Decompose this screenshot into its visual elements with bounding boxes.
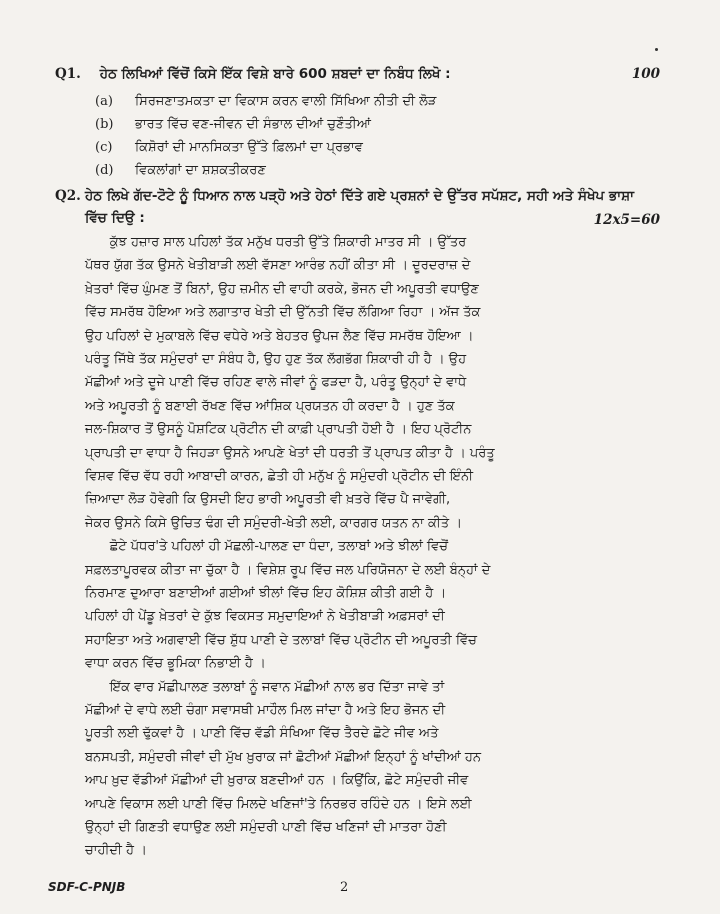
passage-line: ਪ੍ਰਾਪਤੀ ਦਾ ਵਾਧਾ ਹੈ ਜਿਹੜਾ ਉਸਨੇ ਆਪਣੇ ਖੇਤਾਂ ਦੀ ਧਰਤੀ ਤੋਂ ਪ੍ਰਾਪਤ ਕੀਤਾ ਹੈ । ਪਰੰਤੂ — [85, 445, 495, 461]
passage-line: ਮੱਛੀਆਂ ਦੇ ਵਾਧੇ ਲਈ ਚੰਗਾ ਸਵਾਸਥੀ ਮਾਹੌਲ ਮਿਲ ਜਾਂਦਾ ਹੈ ਅਤੇ ਇਹ ਭੋਜਨ ਦੀ — [85, 703, 446, 718]
passage-line: ਆਪ ਖ਼ੁਦ ਵੱਡੀਆਂ ਮੱਛੀਆਂ ਦੀ ਖ਼ੁਰਾਕ ਬਣਦੀਆਂ ਹਨ । ਕਿਉਂਕਿ, ਛੋਟੇ ਸਮੁੰਦਰੀ ਜੀਵ — [85, 773, 469, 789]
passage-line: ਮੱਛੀਆਂ ਅਤੇ ਦੂਜੇ ਪਾਣੀ ਵਿੱਚ ਰਹਿਣ ਵਾਲੇ ਜੀਵਾਂ ਨੂੰ ਫੜਦਾ ਹੈ, ਪਰੰਤੂ ਉਨ੍ਹਾਂ ਦੇ ਵਾਧੇ — [85, 375, 467, 391]
option-letter: (c) — [95, 140, 113, 155]
option-text: ਕਿਸ਼ੋਰਾਂ ਦੀ ਮਾਨਸਿਕਤਾ ਉੱਤੇ ਫ਼ਿਲਮਾਂ ਦਾ ਪ੍ਰਭਾਵ — [135, 140, 363, 155]
passage-line: ਨਿਰਮਾਣ ਦੁਆਰਾ ਬਣਾਈਆਂ ਗਈਆਂ ਝੀਲਾਂ ਵਿੱਚ ਇਹ ਕੋਸ਼ਿਸ਼ ਕੀਤੀ ਗਈ ਹੈ । — [85, 586, 447, 601]
option-letter: (a) — [95, 94, 113, 109]
q1-heading — [55, 66, 451, 82]
ink-dot — [655, 48, 658, 51]
option-text: ਵਿਕਲਾਂਗਾਂ ਦਾ ਸ਼ਸ਼ਕਤੀਕਰਣ — [135, 163, 266, 178]
passage-line: ਪੂਰਤੀ ਲਈ ਢੁੱਕਵਾਂ ਹੈ । ਪਾਣੀ ਵਿੱਚ ਵੱਡੀ ਸੰਖਿਆ ਵਿੱਚ ਤੈਰਦੇ ਛੋਟੇ ਜੀਵ ਅਤੇ — [85, 726, 439, 742]
passage-line: ਬਨਸਪਤੀ, ਸਮੁੰਦਰੀ ਜੀਵਾਂ ਦੀ ਮੁੱਖ ਖ਼ੁਰਾਕ ਜਾਂ ਛੋਟੀਆਂ ਮੱਛੀਆਂ ਇਨ੍ਹਾਂ ਨੂੰ ਖਾਂਦੀਆਂ ਹਨ — [85, 749, 482, 765]
q1-option-d — [95, 163, 266, 178]
passage-line: ਇੱਕ ਵਾਰ ਮੱਛੀਪਾਲਣ ਤਲਾਬਾਂ ਨੂੰ ਜਵਾਨ ਮੱਛੀਆਂ ਨਾਲ ਭਰ ਦਿੱਤਾ ਜਾਵੇ ਤਾਂ — [85, 679, 445, 695]
passage-line: ਚਾਹੀਦੀ ਹੈ । — [85, 843, 147, 859]
option-text: ਸਿਰਜਣਾਤਮਕਤਾ ਦਾ ਵਿਕਾਸ ਕਰਨ ਵਾਲੀ ਸਿੱਖਿਆ ਨੀਤੀ ਦੀ ਲੋੜ — [135, 94, 437, 109]
q2-marks: 12x5=60 — [593, 212, 660, 228]
passage-line: ਉਹ ਪਹਿਲਾਂ ਦੇ ਮੁਕਾਬਲੇ ਵਿੱਚ ਵਧੇਰੇ ਅਤੇ ਬੇਹਤਰ ਉਪਜ ਲੈਣ ਵਿੱਚ ਸਮਰੱਥ ਹੋਇਆ । — [85, 328, 474, 344]
option-text: ਭਾਰਤ ਵਿੱਚ ਵਣ-ਜੀਵਨ ਦੀ ਸੰਭਾਲ ਦੀਆਂ ਚੁਣੌਤੀਆਂ — [135, 117, 371, 132]
passage-line: ਉਨ੍ਹਾਂ ਦੀ ਗਿਣਤੀ ਵਧਾਉਣ ਲਈ ਸਮੁੰਦਰੀ ਪਾਣੀ ਵਿੱਚ ਖਣਿਜਾਂ ਦੀ ਮਾਤਰਾ ਹੋਣੀ — [85, 820, 447, 835]
passage-line: ਪਹਿਲਾਂ ਹੀ ਪੇਂਡੂ ਖ਼ੇਤਰਾਂ ਦੇ ਕੁੱਝ ਵਿਕਸਤ ਸਮੁਦਾਇਆਂ ਨੇ ਖੇਤੀਬਾੜੀ ਅਫ਼ਸਰਾਂ ਦੀ — [85, 609, 445, 625]
passage-line: ਕੁੱਝ ਹਜ਼ਾਰ ਸਾਲ ਪਹਿਲਾਂ ਤੱਕ ਮਨੁੱਖ ਧਰਤੀ ਉੱਤੇ ਸ਼ਿਕਾਰੀ ਮਾਤਰ ਸੀ । ਉੱਤਰ — [85, 235, 467, 250]
passage-line: ਪਰੰਤੂ ਜਿੱਥੇ ਤੱਕ ਸਮੁੰਦਰਾਂ ਦਾ ਸੰਬੰਧ ਹੈ, ਉਹ ਹੁਣ ਤੱਕ ਲੱਗਭੱਗ ਸ਼ਿਕਾਰੀ ਹੀ ਹੈ । ਉਹ — [85, 352, 467, 367]
passage-line: ਜਲ-ਸ਼ਿਕਾਰ ਤੋਂ ਉਸਨੂੰ ਪੋਸ਼ਟਿਕ ਪ੍ਰੋਟੀਨ ਦੀ ਕਾਫ਼ੀ ਪ੍ਰਾਪਤੀ ਹੋਈ ਹੈ । ਇਹ ਪ੍ਰੋਟੀਨ — [85, 422, 472, 438]
q2-text: ਹੇਠ ਲਿਖੇ ਗੱਦ-ਟੋਟੇ ਨੂੰ ਧਿਆਨ ਨਾਲ ਪੜ੍ਹੋ ਅਤੇ ਹੇਠਾਂ ਦਿੱਤੇ ਗਏ ਪ੍ਰਸ਼ਨਾਂ ਦੇ ਉੱਤਰ ਸਪੱਸ਼ਟ, ਸਹੀ ਅਤੇ ਸੰਖੇਪ ਭਾਸ਼ਾ ਵਿੱਚ ਦਿਉ : — [85, 188, 634, 226]
q1-option-c — [95, 140, 363, 155]
passage-line: ਪੱਥਰ ਯੁੱਗ ਤੱਕ ਉਸਨੇ ਖੇਤੀਬਾੜੀ ਲਈ ਵੱਸਣਾ ਆਰੰਭ ਨਹੀਂ ਕੀਤਾ ਸੀ । ਦੂਰਦਰਾਜ਼ ਦੇ — [85, 258, 471, 274]
paper-code: SDF-C-PNJB — [48, 880, 126, 894]
q1-marks: 100 — [631, 66, 660, 82]
q1-number: Q1. — [55, 66, 81, 82]
q1-option-a — [95, 94, 436, 109]
passage-line: ਵਿਸ਼ਵ ਵਿੱਚ ਵੱਧ ਰਹੀ ਆਬਾਦੀ ਕਾਰਨ, ਛੇਤੀ ਹੀ ਮਨੁੱਖ ਨੂੰ ਸਮੁੰਦਰੀ ਪ੍ਰੋਟੀਨ ਦੀ ਇੰਨੀ — [85, 469, 474, 484]
q1-text: ਹੇਠ ਲਿਖਿਆਂ ਵਿੱਚੋਂ ਕਿਸੇ ਇੱਕ ਵਿਸ਼ੇ ਬਾਰੇ 600 ਸ਼ਬਦਾਂ ਦਾ ਨਿਬੰਧ ਲਿਖੋ : — [99, 66, 451, 82]
passage-line: ਜ਼ਿਆਦਾ ਲੋੜ ਹੋਵੇਗੀ ਕਿ ਉਸਦੀ ਇਹ ਭਾਰੀ ਅਪੂਰਤੀ ਵੀ ਖ਼ਤਰੇ ਵਿੱਚ ਪੈ ਜਾਵੇਗੀ, — [85, 492, 451, 508]
q1-option-b — [95, 117, 371, 132]
option-letter: (b) — [95, 117, 114, 132]
passage-line: ਵਾਧਾ ਕਰਨ ਵਿੱਚ ਭੂਮਿਕਾ ਨਿਭਾਈ ਹੈ । — [85, 656, 266, 672]
passage-line: ਸਹਾਇਤਾ ਅਤੇ ਅਗਵਾਈ ਵਿੱਚ ਸ਼ੁੱਧ ਪਾਣੀ ਦੇ ਤਲਾਬਾਂ ਵਿੱਚ ਪ੍ਰੋਟੀਨ ਦੀ ਅਪੂਰਤੀ ਵਿੱਚ — [85, 632, 477, 648]
q2-number: Q2. — [55, 188, 81, 204]
passage-line: ਛੋਟੇ ਪੱਧਰ'ਤੇ ਪਹਿਲਾਂ ਹੀ ਮੱਛਲੀ-ਪਾਲਣ ਦਾ ਧੰਦਾ, ਤਲਾਬਾਂ ਅਤੇ ਝੀਲਾਂ ਵਿਚੋਂ — [85, 539, 448, 555]
passage-line: ਆਪਣੇ ਵਿਕਾਸ ਲਈ ਪਾਣੀ ਵਿੱਚ ਮਿਲਦੇ ਖਣਿਜਾਂ'ਤੇ ਨਿਰਭਰ ਰਹਿੰਦੇ ਹਨ । ਇਸੇ ਲਈ — [85, 796, 472, 812]
passage-line: ਅਤੇ ਅਪੂਰਤੀ ਨੂੰ ਬਣਾਈ ਰੱਖਣ ਵਿੱਚ ਆਂਸ਼ਿਕ ਪ੍ਰਯਤਨ ਹੀ ਕਰਦਾ ਹੈ । ਹੁਣ ਤੱਕ — [85, 398, 455, 414]
passage-line: ਜੇਕਰ ਉਸਨੇ ਕਿਸੇ ਉਚਿਤ ਢੰਗ ਦੀ ਸਮੁੰਦਰੀ-ਖੇਤੀ ਲਈ, ਕਾਰਗਰ ਯਤਨ ਨਾ ਕੀਤੇ । — [85, 515, 463, 531]
option-letter: (d) — [95, 163, 114, 178]
passage-line: ਵਿੱਚ ਸਮਰੱਥ ਹੋਇਆ ਅਤੇ ਲਗਾਤਾਰ ਖੇਤੀ ਦੀ ਉੱਨਤੀ ਵਿੱਚ ਲੱਗਿਆ ਰਿਹਾ । ਅੱਜ ਤੱਕ — [85, 305, 481, 321]
passage-line: ਸਫ਼ਲਤਾਪੂਰਵਕ ਕੀਤਾ ਜਾ ਚੁੱਕਾ ਹੈ । ਵਿਸ਼ੇਸ਼ ਰੂਪ ਵਿੱਚ ਜਲ ਪਰਿਯੋਜਨਾ ਦੇ ਲਈ ਬੰਨ੍ਹਾਂ ਦੇ — [85, 562, 491, 578]
page-number: 2 — [340, 880, 349, 895]
passage-line: ਖ਼ੇਤਰਾਂ ਵਿੱਚ ਘੁੰਮਣ ਤੋਂ ਬਿਨਾਂ, ਉਹ ਜ਼ਮੀਨ ਦੀ ਵਾਹੀ ਕਰਕੇ, ਭੋਜਨ ਦੀ ਅਪੂਰਤੀ ਵਧਾਉਣ — [85, 281, 479, 297]
